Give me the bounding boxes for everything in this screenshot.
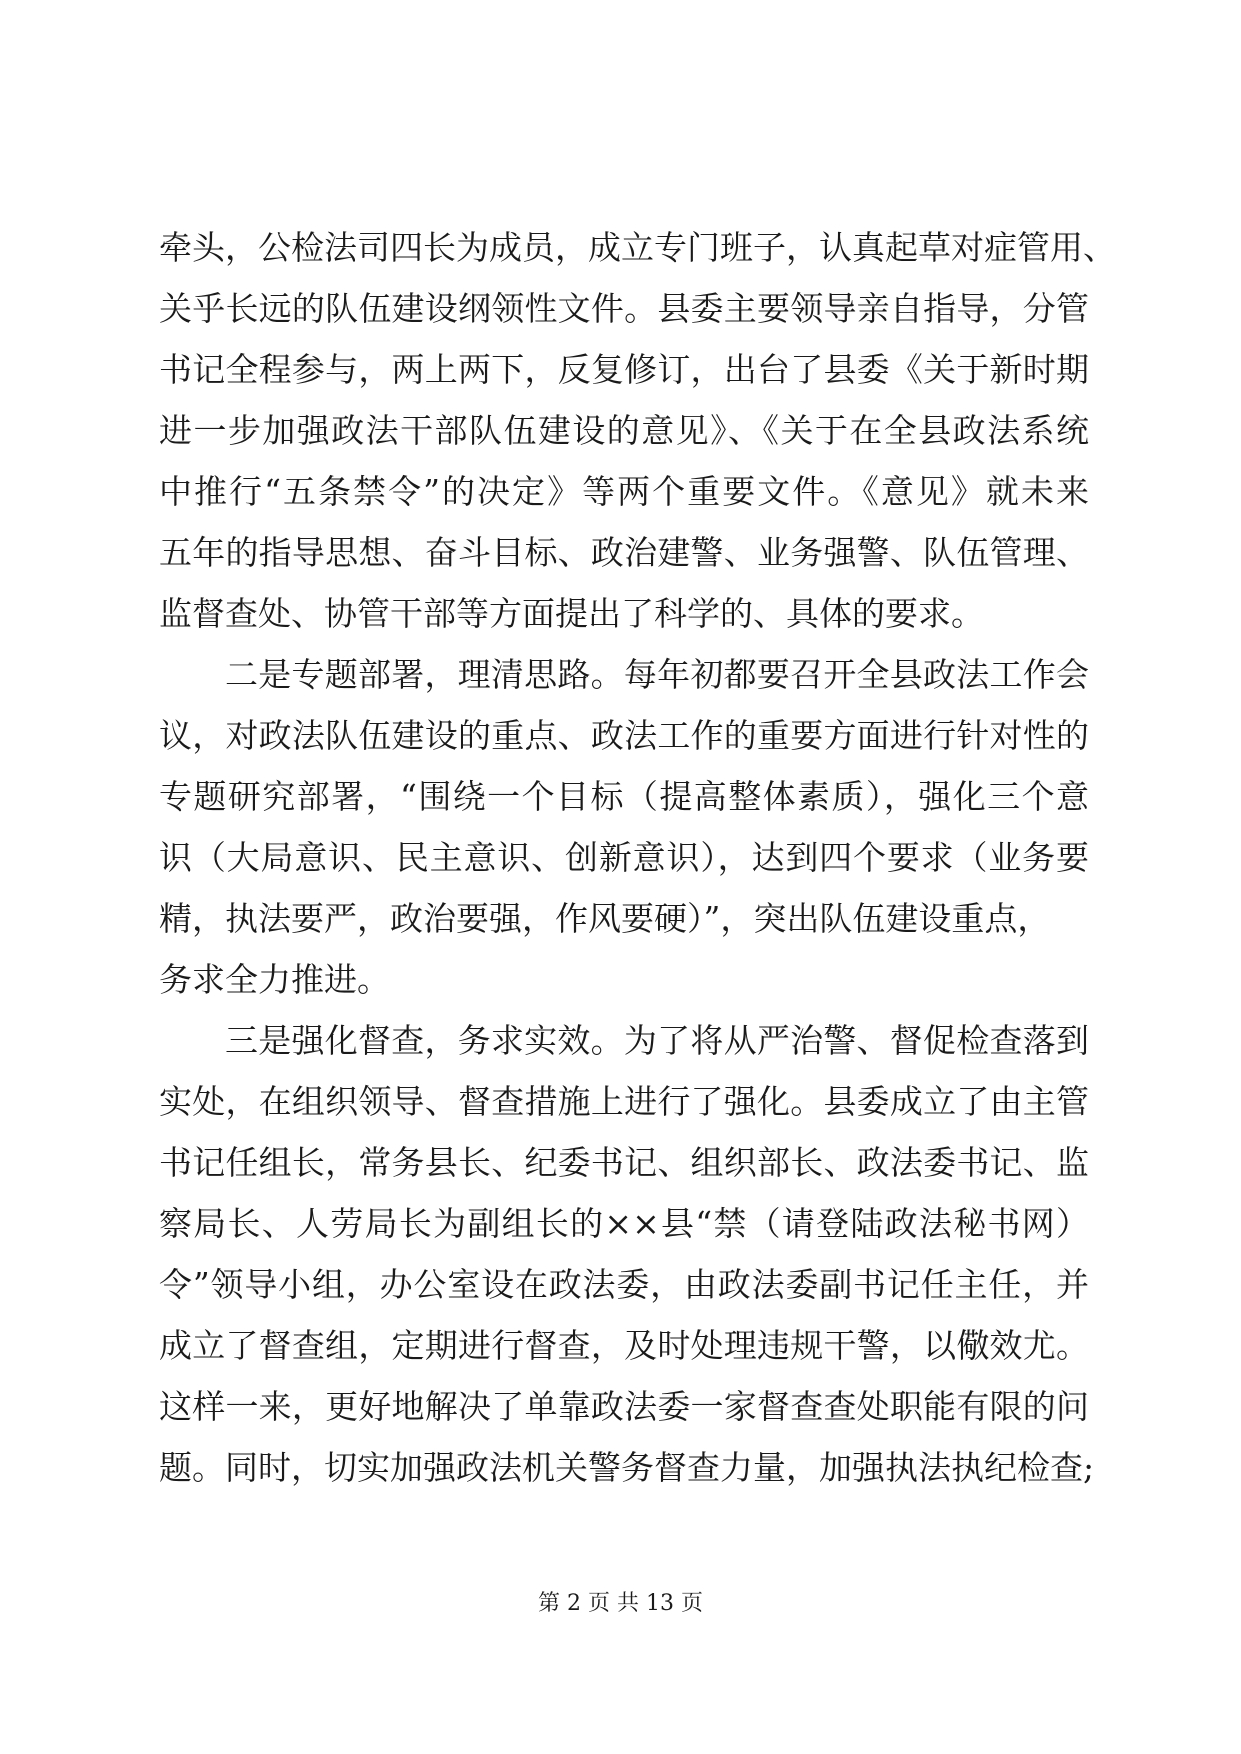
text-line: 议，对政法队伍建设的重点、政法工作的重要方面进行针对性的: [159, 716, 1089, 755]
text-line: 监督查处、协管干部等方面提出了科学的、具体的要求。: [159, 594, 984, 633]
text-line: 令”领导小组，办公室设在政法委，由政法委副书记任主任，并: [159, 1265, 1089, 1304]
text-line: 务求全力推进。: [159, 960, 390, 999]
paragraph-first-line: 二是专题部署，理清思路。每年初都要召开全县政法工作会: [225, 655, 1089, 694]
text-line: 识（大局意识、民主意识、创新意识），达到四个要求（业务要: [159, 838, 1089, 877]
text-line: 专题研究部署，“围绕一个目标（提高整体素质），强化三个意: [159, 777, 1089, 816]
text-line: 牵头，公检法司四长为成员，成立专门班子，认真起草对症管用、: [159, 228, 1116, 267]
text-line: 书记全程参与，两上两下，反复修订，出台了县委《关于新时期: [159, 350, 1089, 389]
text-line: 精，执法要严，政治要强，作风要硬）”，突出队伍建设重点，: [159, 899, 1051, 938]
text-line: 成立了督查组，定期进行督查，及时处理违规干警，以儆效尤。: [159, 1326, 1089, 1365]
text-line: 关乎长远的队伍建设纲领性文件。县委主要领导亲自指导，分管: [159, 289, 1089, 328]
text-line: 中推行“五条禁令”的决定》等两个重要文件。《意见》就未来: [159, 472, 1089, 511]
text-line: 察局长、人劳局长为副组长的××县“禁（请登陆政法秘书网）: [159, 1204, 1089, 1243]
text-line: 实处，在组织领导、督查措施上进行了强化。县委成立了由主管: [159, 1082, 1089, 1121]
text-line: 进一步加强政法干部队伍建设的意见》、《关于在全县政法系统: [159, 411, 1089, 450]
text-line: 五年的指导思想、奋斗目标、政治建警、业务强警、队伍管理、: [159, 533, 1089, 572]
text-line: 题。同时，切实加强政法机关警务督查力量，加强执法执纪检查;: [159, 1448, 1095, 1487]
text-line: 书记任组长，常务县长、纪委书记、组织部长、政法委书记、监: [159, 1143, 1089, 1182]
text-line: 这样一来，更好地解决了单靠政法委一家督查查处职能有限的问: [159, 1387, 1089, 1426]
paragraph-first-line: 三是强化督查，务求实效。为了将从严治警、督促检查落到: [225, 1021, 1089, 1060]
page-number-footer: 第 2 页 共 13 页: [538, 1591, 703, 1616]
